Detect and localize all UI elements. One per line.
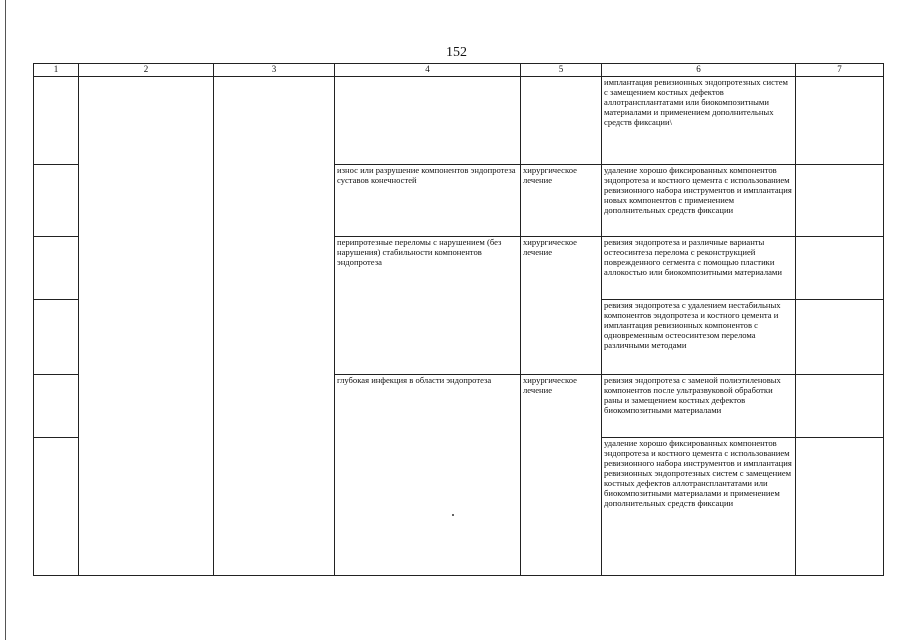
table-cell <box>796 300 884 375</box>
table-cell <box>796 77 884 165</box>
scan-edge-line <box>5 0 6 640</box>
method-cell: ревизия эндопротеза с заменой полиэтиленовых компонентов после ультразвуковой обработки раны и замещением костных дефектов биокомпозитными материалами <box>602 375 796 438</box>
treatment-cell: хирургическое лечение <box>521 237 602 375</box>
column-number: 2 <box>79 64 214 77</box>
method-cell: ревизия эндопротеза с удалением нестабильных компонентов эндопротеза и костного цемента и имплантация ревизионных компонентов с одновременным остеосинтезом перелома различными методами <box>602 300 796 375</box>
method-cell: удаление хорошо фиксированных компонентов эндопротеза и костного цемента с использованием ревизионного набора инструментов и имплантация ревизионных эндопротезных систем с замещением костных дефектов аллотрансплантатами или биокомпозитными материалами и применением дополнительных средств фиксации <box>602 438 796 576</box>
table-cell <box>79 77 214 576</box>
method-cell: имплантация ревизионных эндопротезных систем с замещением костных дефектов аллотрансплантатами или биокомпозитными материалами и применением дополнительных средств фиксации\ <box>602 77 796 165</box>
method-cell: удаление хорошо фиксированных компонентов эндопротеза и костного цемента с использованием ревизионного набора инструментов и имплантация новых компонентов с применением дополнительных средств фиксации <box>602 165 796 237</box>
method-cell: ревизия эндопротеза и различные варианты остеосинтеза перелома с реконструкцией поврежденного сегмента с помощью пластики аллокостью или биокомпозитными материалами <box>602 237 796 300</box>
column-number: 4 <box>335 64 521 77</box>
table-cell <box>34 300 79 375</box>
table-cell <box>34 237 79 300</box>
column-number-row <box>34 64 884 77</box>
table-cell <box>34 375 79 438</box>
table-cell <box>34 165 79 237</box>
page-number: 152 <box>446 45 467 60</box>
table-cell <box>796 165 884 237</box>
table-cell <box>214 77 335 576</box>
condition-cell: перипротезные переломы с нарушением (без нарушения) стабильности компонентов эндопротеза <box>335 237 521 375</box>
table-row <box>34 77 884 165</box>
table-cell <box>796 375 884 438</box>
column-number: 1 <box>34 64 79 77</box>
scan-speck <box>452 514 454 516</box>
table-cell <box>796 438 884 576</box>
column-number: 5 <box>521 64 602 77</box>
condition-cell: глубокая инфекция в области эндопротеза <box>335 375 521 576</box>
table-cell <box>34 438 79 576</box>
condition-cell: износ или разрушение компонентов эндопротеза суставов конечностей <box>335 165 521 237</box>
column-number: 7 <box>796 64 884 77</box>
procedures-table <box>33 63 884 576</box>
column-number: 6 <box>602 64 796 77</box>
column-number: 3 <box>214 64 335 77</box>
treatment-cell: хирургическое лечение <box>521 375 602 576</box>
table-cell <box>796 237 884 300</box>
treatment-cell: хирургическое лечение <box>521 165 602 237</box>
treatment-cell <box>521 77 602 165</box>
table-cell <box>34 77 79 165</box>
condition-cell <box>335 77 521 165</box>
